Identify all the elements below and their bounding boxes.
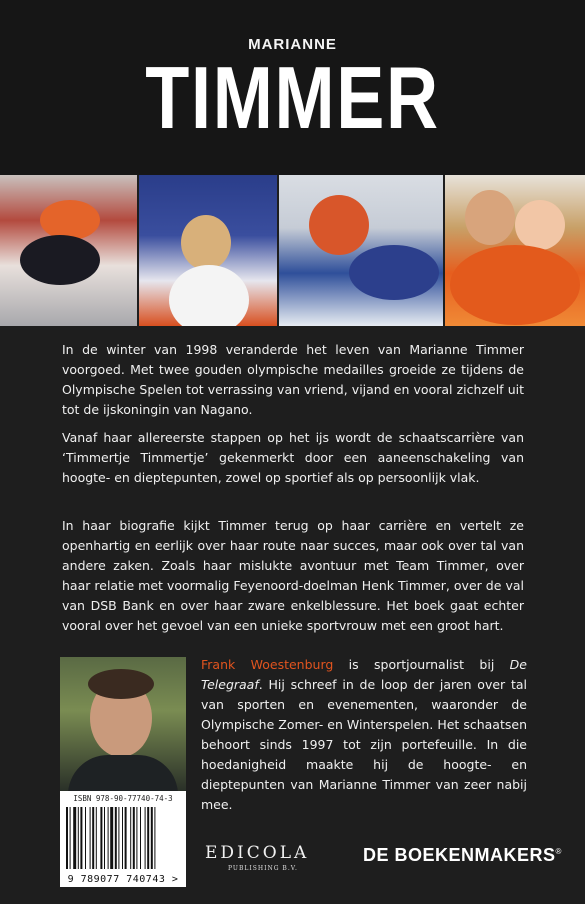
registered-mark: ® bbox=[555, 847, 562, 856]
biography-paragraph: In haar biografie kijkt Timmer terug op haar carrière en vertelt ze openhartig en eerlijk over haar route naar succes, maar ook over tal van andere zaken. Zoals haar mislukte avontuur met Team Timmer, over haar relatie met voormalig Feyenoord-doelman Henk Timmer, over de val van DSB Bank en over haar zware enkelblessure. Het boek gaat echter vooral over het gevoel van een unieke sportvrouw met een groot hart. bbox=[62, 518, 524, 633]
medal-celebration-photo bbox=[139, 175, 280, 326]
team-celebration-photo bbox=[445, 175, 585, 326]
boekenmakers-logo bbox=[363, 845, 562, 866]
title-band bbox=[0, 0, 585, 175]
isbn-number: ISBN 978-90-77740-74-3 bbox=[73, 794, 173, 803]
edicola-subtitle: PUBLISHING B.V. bbox=[228, 865, 298, 872]
author-photo bbox=[60, 657, 186, 791]
newspaper-name: De Telegraaf bbox=[201, 657, 527, 692]
author-first-name: MARIANNE bbox=[248, 36, 337, 53]
photo-strip bbox=[0, 175, 585, 326]
author-name: Frank Woestenburg bbox=[201, 657, 334, 672]
author-bio-text-1: is sportjournalist bij bbox=[333, 657, 510, 672]
skater-racing-photo bbox=[0, 175, 139, 326]
intro-paragraph: In de winter van 1998 veranderde het leven van Marianne Timmer voorgoed. Met twee gouden olympische medailles groeide ze tijdens de Olympische Spelen tot verrassing van vriend, vijand en vooral zichzelf uit tot de ijskoningin van Nagano. bbox=[62, 342, 524, 417]
author-bio-text-2: . Hij schreef in de loop der jaren over tal van sporten en evenementen, waaronder de Olympische Zomer- en Winterspelen. Het schaatsen behoort sinds 1997 tot zijn portefeuille. In die hoedanigheid maakte hij de hoogte- en dieptepunten van Marianne Timmer van zeer nabij mee. bbox=[201, 677, 527, 812]
boekenmakers-name: DE BOEKENMAKERS bbox=[363, 845, 556, 865]
injury-on-ice-photo bbox=[279, 175, 445, 326]
barcode-digits: 9 789077 740743 > bbox=[67, 874, 179, 885]
career-paragraph: Vanaf haar allereerste stappen op het ijs wordt de schaatscarrière van ‘Timmertje Timmertje’ gekenmerkt door een aaneenschakeling van hoogte- en dieptepunten, zowel op sportief als op persoonlijk vlak. bbox=[62, 430, 524, 485]
author-bio bbox=[201, 655, 527, 815]
barcode-label bbox=[60, 791, 186, 887]
barcode-bars bbox=[66, 807, 180, 869]
book-title: TIMMER bbox=[145, 48, 440, 147]
edicola-logo: EDICOLA bbox=[205, 843, 310, 863]
